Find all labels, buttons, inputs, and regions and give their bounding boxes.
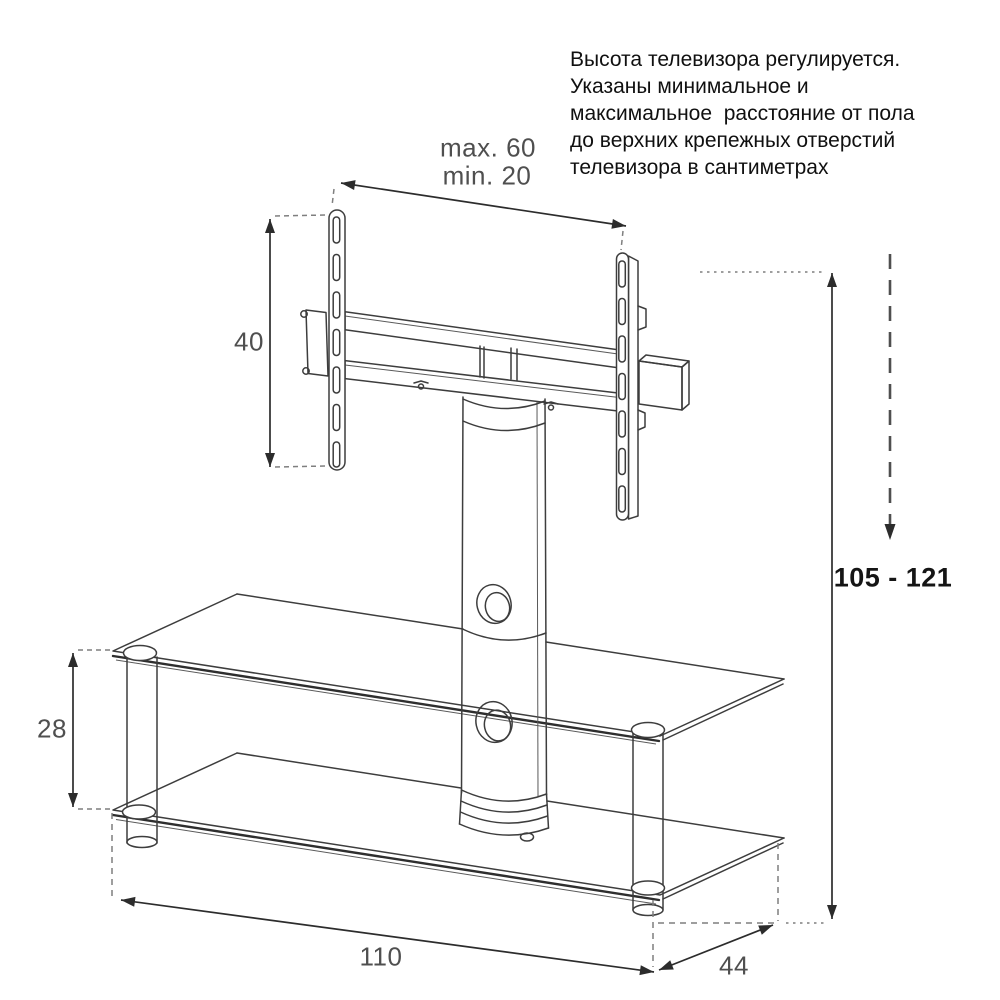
center-column [460, 346, 549, 841]
cable-hole-lower [472, 698, 516, 746]
lower-shelf [113, 753, 784, 904]
mount-extension-box [639, 355, 689, 410]
tv-bracket-right [617, 253, 647, 520]
annotation-line: Высота телевизора регулируется. [570, 48, 901, 71]
annotation-line: до верхних крепежных отверстий [570, 129, 896, 152]
label-shelf-gap: 28 [37, 713, 67, 744]
label-bracket-width-min: min. 20 [442, 160, 532, 191]
leg-collar-shelf [123, 805, 156, 819]
leg-collar-top [632, 723, 665, 738]
height-adjust-arrow [885, 254, 896, 540]
annotation-line: Указаны минимальное и [570, 75, 809, 98]
leg-collar-top [124, 646, 157, 661]
front-left-leg [123, 646, 158, 848]
rail-left-clamp [301, 310, 328, 376]
column-base [460, 790, 549, 841]
label-height-range: 105 - 121 [833, 562, 953, 593]
annotation-line: телевизора в сантиметрах [570, 156, 829, 179]
upper-shelf [113, 594, 784, 744]
top-rail [345, 312, 618, 368]
leg-foot [633, 905, 663, 916]
dim-shelf-gap [68, 650, 113, 809]
label-bracket-height: 40 [234, 326, 264, 357]
annotation-line: максимальное расстояние от пола [570, 102, 915, 125]
dim-stand-depth [658, 843, 778, 970]
label-stand-depth: 44 [719, 950, 749, 981]
tv-bracket-left [329, 210, 345, 470]
label-stand-width: 110 [359, 941, 403, 972]
annotation-text [570, 46, 950, 181]
leg-collar-shelf [632, 881, 665, 895]
bottom-rail [345, 361, 618, 411]
leg-foot [127, 837, 157, 848]
dim-bracket-height [265, 215, 327, 467]
mounting-rails [301, 310, 618, 411]
label-bracket-width-max: max. 60 [440, 132, 536, 163]
cable-hole-upper [473, 581, 515, 627]
